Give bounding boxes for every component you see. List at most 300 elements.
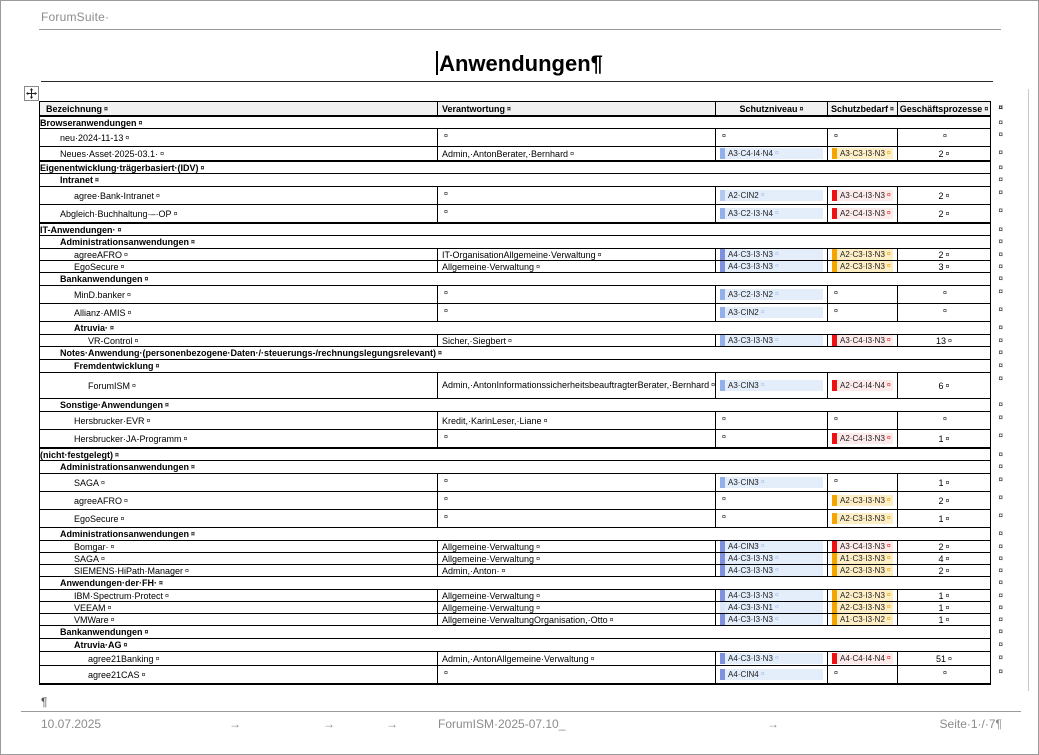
tab-mark: → [323,717,335,731]
schutzbedarf-chip [832,261,893,272]
section-cell[interactable] [40,639,990,651]
table-row[interactable] [40,491,1003,509]
column-header-label: Schutzniveau ¤ [739,103,804,114]
cell-end-mark: ¤ [156,192,160,200]
cell-schutzbedarf[interactable] [827,335,897,346]
cell-geschaeftsprozesse[interactable] [897,249,990,260]
row-end-mark: ¤ [998,475,1003,484]
cell-end-mark: ¤ [183,435,188,443]
cell-end-mark: ¤ [834,290,838,297]
table-row[interactable] [40,186,1003,204]
column-header-schutzbedarf[interactable] [827,102,897,115]
application-name: agree21CAS ¤ [88,669,146,680]
table-row[interactable] [40,552,1003,564]
section-cell[interactable] [40,347,990,359]
cell-geschaeftsprozesse[interactable] [897,492,990,509]
section-cell[interactable] [40,224,990,235]
table-row[interactable] [40,540,1003,552]
schutzbedarf-value: A2·C3·I3·N3 ¤ [840,262,891,271]
section-cell[interactable] [40,399,990,411]
schutzniveau-value: A3·CIN2 ¤ [728,308,765,317]
applications-table[interactable] [39,101,1003,685]
cell-verantwortung[interactable] [437,187,715,204]
cell-verantwortung[interactable] [437,430,715,447]
cell-bezeichnung[interactable] [40,541,437,552]
table-row[interactable] [40,411,1003,429]
cell-end-mark: ¤ [886,567,891,574]
cell-end-mark: ¤ [159,580,163,587]
table-row[interactable] [40,204,1003,222]
cell-verantwortung[interactable] [437,541,715,552]
cell-schutzbedarf[interactable] [827,261,897,272]
cell-bezeichnung[interactable] [40,510,437,527]
schutzbedarf-value: A3·C4·I3·N3 ¤ [840,542,891,551]
cell-schutzniveau[interactable] [715,666,827,683]
cell-geschaeftsprozesse[interactable] [897,129,990,146]
cell-end-mark: ¤ [127,309,132,317]
cell-geschaeftsprozesse[interactable] [897,261,990,272]
cell-schutzniveau[interactable] [715,553,827,564]
cell-end-mark: ¤ [886,210,891,217]
row-end-mark: ¤ [998,305,1003,314]
schutzniveau-chip [720,249,823,260]
schutzbedarf-chip [832,602,893,613]
cell-schutzniveau[interactable] [715,129,827,146]
section-cell[interactable] [40,449,990,460]
responsible-names: Allgemeine·Verwaltung ¤ [442,553,540,564]
cell-end-mark: ¤ [173,210,178,218]
schutzniveau-value: A4·C3·I3·N3 ¤ [728,554,779,563]
section-cell[interactable] [40,360,990,372]
table-row[interactable] [40,473,1003,491]
cell-end-mark: ¤ [834,670,838,677]
cell-schutzniveau[interactable] [715,510,827,527]
section-row[interactable] [40,398,1003,411]
cell-schutzbedarf[interactable] [827,430,897,447]
cell-schutzniveau[interactable] [715,590,827,601]
responsible-names: Kredit,·KarinLeser,·Liane ¤ [442,415,548,426]
schutzniveau-value: A4·C3·I3·N3 ¤ [728,591,779,600]
table-row[interactable] [40,665,1003,683]
row-end-mark: ¤ [998,206,1003,215]
section-cell[interactable] [40,577,990,589]
cell-bezeichnung[interactable] [40,129,437,146]
cell-end-mark: ¤ [120,515,125,523]
cell-schutzbedarf[interactable] [827,474,897,491]
cell-schutzbedarf[interactable] [827,510,897,527]
schutzbedarf-chip [832,208,893,219]
section-row[interactable] [40,359,1003,372]
process-count: 3 ¤ [938,261,950,272]
cell-verantwortung[interactable] [437,373,715,398]
cell-end-mark: ¤ [590,655,595,663]
cell-schutzbedarf[interactable] [827,602,897,613]
schutzbedarf-chip [832,495,893,506]
cell-end-mark: ¤ [110,543,115,551]
header-rule [39,29,1001,30]
page-title[interactable]: Anwendungen¶ [439,51,603,76]
process-count: 4 ¤ [938,553,950,564]
cell-geschaeftsprozesse[interactable] [897,565,990,576]
cell-verantwortung[interactable] [437,249,715,260]
cell-end-mark: ¤ [886,251,891,258]
application-name: SAGA ¤ [74,477,105,488]
process-count: 2 ¤ [938,190,950,201]
section-cell[interactable] [40,117,990,128]
cell-schutzbedarf[interactable] [827,412,897,429]
cell-schutzniveau[interactable] [715,412,827,429]
cell-end-mark: ¤ [774,337,779,344]
schutzbedarf-chip [832,614,893,625]
cell-schutzbedarf[interactable] [827,541,897,552]
cell-verantwortung[interactable] [437,553,715,564]
section-row[interactable] [40,115,1003,128]
section-cell[interactable] [40,322,990,334]
column-header-verantwortung[interactable] [437,102,715,115]
cell-end-mark: ¤ [444,133,448,140]
cell-end-mark: ¤ [200,164,205,172]
cell-verantwortung[interactable] [437,474,715,491]
cell-schutzniveau[interactable] [715,652,827,665]
section-row[interactable] [40,346,1003,359]
row-end-mark: ¤ [998,431,1003,440]
section-row[interactable] [40,460,1003,473]
cell-verantwortung[interactable] [437,652,715,665]
section-row[interactable] [40,235,1003,248]
cell-verantwortung[interactable] [437,590,715,601]
process-count: 2 ¤ [938,249,950,260]
section-cell[interactable] [40,461,990,473]
row-end-mark: ¤ [998,542,1003,551]
cell-bezeichnung[interactable] [40,553,437,564]
cell-end-mark: ¤ [945,567,950,575]
cell-end-mark: ¤ [834,478,838,485]
cell-schutzbedarf[interactable] [827,652,897,665]
table-row[interactable] [40,334,1003,346]
table-row[interactable] [40,613,1003,625]
cell-schutzbedarf[interactable] [827,373,897,398]
tab-mark: → [229,717,241,731]
column-header-label: Geschäftsprozesse ¤ [899,103,989,114]
cell-verantwortung[interactable] [437,129,715,146]
cell-verantwortung[interactable] [437,205,715,222]
section-label: (nicht·festgelegt) ¤ [40,449,119,460]
cell-end-mark: ¤ [834,308,838,315]
table-row[interactable] [40,564,1003,576]
application-name: Allianz·AMIS ¤ [74,307,132,318]
cell-geschaeftsprozesse[interactable] [897,147,990,160]
cell-bezeichnung[interactable] [40,666,437,683]
cell-verantwortung[interactable] [437,147,715,160]
schutzniveau-chip [720,208,823,219]
schutzniveau-chip [720,614,823,625]
cell-end-mark: ¤ [444,496,448,503]
cell-verantwortung[interactable] [437,304,715,321]
schutzbedarf-chip [832,553,893,564]
cell-end-mark: ¤ [945,604,950,612]
cell-end-mark: ¤ [886,192,891,199]
cell-end-mark: ¤ [774,291,779,298]
cell-verantwortung[interactable] [437,666,715,683]
section-row[interactable] [40,272,1003,285]
application-name: Hersbrucker·EVR ¤ [74,415,151,426]
cell-verantwortung[interactable] [437,286,715,303]
cell-schutzbedarf[interactable] [827,590,897,601]
section-row[interactable] [40,447,1003,460]
cell-schutzniveau[interactable] [715,541,827,552]
cell-bezeichnung[interactable] [40,474,437,491]
cell-geschaeftsprozesse[interactable] [897,205,990,222]
cell-schutzbedarf[interactable] [827,286,897,303]
cell-schutzbedarf[interactable] [827,565,897,576]
application-name: VEEAM ¤ [74,602,112,613]
cell-schutzniveau[interactable] [715,492,827,509]
application-name: EgoSecure ¤ [74,261,125,272]
cell-end-mark: ¤ [120,263,125,271]
cell-schutzniveau[interactable] [715,614,827,625]
cell-verantwortung[interactable] [437,335,715,346]
cell-geschaeftsprozesse[interactable] [897,373,990,398]
schutzniveau-value: A4·CIN4 ¤ [728,670,765,679]
table-row[interactable] [40,285,1003,303]
column-header-bezeichnung[interactable] [40,102,437,115]
cell-schutzniveau[interactable] [715,187,827,204]
cell-end-mark: ¤ [444,290,448,297]
section-row[interactable] [40,222,1003,235]
cell-geschaeftsprozesse[interactable] [897,304,990,321]
cell-schutzbedarf[interactable] [827,666,897,683]
cell-verantwortung[interactable] [437,412,715,429]
table-row[interactable] [40,429,1003,447]
cell-bezeichnung[interactable] [40,492,437,509]
cell-end-mark: ¤ [886,435,891,442]
cell-schutzbedarf[interactable] [827,614,897,625]
cell-end-mark: ¤ [886,382,891,389]
row-end-mark: ¤ [998,640,1003,649]
row-end-mark: ¤ [998,627,1003,636]
cell-geschaeftsprozesse[interactable] [897,412,990,429]
application-name: agreeAFRO ¤ [74,495,128,506]
cell-geschaeftsprozesse[interactable] [897,666,990,683]
cell-end-mark: ¤ [141,671,146,679]
cell-schutzniveau[interactable] [715,565,827,576]
schutzniveau-value: A4·C3·I3·N3 ¤ [728,262,779,271]
tab-mark: → [386,717,398,731]
table-row[interactable] [40,303,1003,321]
section-row[interactable] [40,625,1003,638]
cell-end-mark: ¤ [609,616,614,624]
cell-end-mark: ¤ [110,616,115,624]
cell-schutzniveau[interactable] [715,205,827,222]
section-cell[interactable] [40,174,990,186]
section-row[interactable] [40,576,1003,589]
cell-geschaeftsprozesse[interactable] [897,602,990,613]
cell-bezeichnung[interactable] [40,249,437,260]
process-count: 1 ¤ [938,477,950,488]
table-row[interactable] [40,651,1003,665]
table-row[interactable] [40,509,1003,527]
title-underline [41,81,993,82]
cell-schutzbedarf[interactable] [827,205,897,222]
cell-end-mark: ¤ [760,671,765,678]
cell-end-mark: ¤ [711,381,715,389]
cell-end-mark: ¤ [444,434,448,441]
cell-bezeichnung[interactable] [40,205,437,222]
cell-geschaeftsprozesse[interactable] [897,286,990,303]
process-count: 2 ¤ [938,541,950,552]
column-header-label: Verantwortung ¤ [442,103,511,114]
cell-schutzbedarf[interactable] [827,492,897,509]
application-name: agree21Banking ¤ [88,653,160,664]
schutzniveau-value: A4·CIN3 ¤ [728,542,765,551]
cell-end-mark: ¤ [536,543,540,551]
cell-verantwortung[interactable] [437,510,715,527]
section-cell[interactable] [40,626,990,638]
cell-end-mark: ¤ [191,239,195,246]
section-cell[interactable] [40,236,990,248]
cell-schutzniveau[interactable] [715,249,827,260]
cell-bezeichnung[interactable] [40,614,437,625]
process-count: 1 ¤ [938,513,950,524]
section-cell[interactable] [40,162,990,173]
cell-verantwortung[interactable] [437,602,715,613]
responsible-names: Allgemeine·Verwaltung ¤ [442,602,540,613]
cell-bezeichnung[interactable] [40,373,437,398]
row-end-mark: ¤ [998,511,1003,520]
cell-schutzniveau[interactable] [715,373,827,398]
cell-verantwortung[interactable] [437,492,715,509]
cell-schutzniveau[interactable] [715,602,827,613]
move-cross-icon [26,88,37,99]
cell-bezeichnung[interactable] [40,565,437,576]
cell-end-mark: ¤ [945,497,950,505]
title-area[interactable] [1,51,1038,77]
schutzbedarf-value: A1·C3·I3·N2 ¤ [840,615,891,624]
cell-geschaeftsprozesse[interactable] [897,430,990,447]
cell-bezeichnung[interactable] [40,286,437,303]
section-label: Atruvia· ¤ [74,323,114,333]
schutzniveau-value: A3·CIN3 ¤ [728,478,765,487]
responsible-names: Allgemeine·Verwaltung ¤ [442,590,540,601]
cell-bezeichnung[interactable] [40,412,437,429]
cell-verantwortung[interactable] [437,261,715,272]
cell-bezeichnung[interactable] [40,187,437,204]
page-footer [1,717,1038,737]
cell-bezeichnung[interactable] [40,304,437,321]
table-row[interactable] [40,128,1003,146]
section-cell[interactable] [40,273,990,285]
cell-schutzbedarf[interactable] [827,147,897,160]
cell-geschaeftsprozesse[interactable] [897,474,990,491]
cell-end-mark: ¤ [95,177,99,184]
section-cell[interactable] [40,528,990,540]
schutzniveau-chip [720,477,823,488]
responsible-names: Admin,·AntonAllgemeine·Verwaltung ¤ [442,653,595,664]
cell-geschaeftsprozesse[interactable] [897,553,990,564]
table-row[interactable] [40,248,1003,260]
cell-bezeichnung[interactable] [40,430,437,447]
cell-end-mark: ¤ [125,134,130,142]
cell-end-mark: ¤ [536,555,540,563]
table-move-handle[interactable] [24,86,39,101]
table-row[interactable] [40,146,1003,160]
cell-end-mark: ¤ [945,479,950,487]
cell-geschaeftsprozesse[interactable] [897,510,990,527]
cell-end-mark: ¤ [834,133,838,140]
cell-geschaeftsprozesse[interactable] [897,335,990,346]
cell-geschaeftsprozesse[interactable] [897,590,990,601]
cell-geschaeftsprozesse[interactable] [897,652,990,665]
section-row[interactable] [40,527,1003,540]
cell-schutzbedarf[interactable] [827,249,897,260]
section-row[interactable] [40,321,1003,334]
cell-schutzniveau[interactable] [715,261,827,272]
cell-schutzniveau[interactable] [715,304,827,321]
cell-schutzbedarf[interactable] [827,187,897,204]
cell-schutzniveau[interactable] [715,474,827,491]
cell-schutzniveau[interactable] [715,147,827,160]
cell-end-mark: ¤ [444,514,448,521]
section-row[interactable] [40,160,1003,173]
row-end-mark: ¤ [998,578,1003,587]
cell-schutzniveau[interactable] [715,286,827,303]
cell-verantwortung[interactable] [437,614,715,625]
cell-bezeichnung[interactable] [40,261,437,272]
cell-bezeichnung[interactable] [40,590,437,601]
schutzniveau-value: A4·C3·I3·N1 ¤ [728,603,779,612]
column-header-geschaeftsprozesse[interactable] [897,102,990,115]
cell-geschaeftsprozesse[interactable] [897,614,990,625]
process-count: 6 ¤ [938,380,950,391]
cell-schutzniveau[interactable] [715,335,827,346]
cell-schutzbedarf[interactable] [827,553,897,564]
row-end-mark: ¤ [998,462,1003,471]
cell-schutzbedarf[interactable] [827,129,897,146]
cell-end-mark: ¤ [948,337,952,345]
row-end-mark: ¤ [998,274,1003,283]
cell-end-mark: ¤ [722,514,726,521]
table-row[interactable] [40,589,1003,601]
cell-end-mark: ¤ [774,592,779,599]
column-header-schutzniveau[interactable] [715,102,827,115]
cell-bezeichnung[interactable] [40,602,437,613]
cell-schutzbedarf[interactable] [827,304,897,321]
cell-geschaeftsprozesse[interactable] [897,541,990,552]
cell-bezeichnung[interactable] [40,652,437,665]
table-row[interactable] [40,260,1003,272]
cell-end-mark: ¤ [722,133,726,140]
cell-end-mark: ¤ [134,337,139,345]
schutzniveau-chip [720,602,823,613]
schutzniveau-value: A3·C3·I3·N3 ¤ [728,336,779,345]
section-label: Anwendungen·der·FH· ¤ [60,578,163,588]
cell-schutzniveau[interactable] [715,430,827,447]
cell-verantwortung[interactable] [437,565,715,576]
cell-end-mark: ¤ [543,417,548,425]
table-row[interactable] [40,372,1003,398]
process-count: 1 ¤ [938,433,950,444]
cell-bezeichnung[interactable] [40,335,437,346]
row-end-mark: ¤ [998,148,1003,157]
section-row[interactable] [40,638,1003,651]
cell-geschaeftsprozesse[interactable] [897,187,990,204]
schutzbedarf-chip [832,433,893,444]
section-row[interactable] [40,173,1003,186]
table-row[interactable] [40,601,1003,613]
cell-end-mark: ¤ [127,291,131,299]
cell-bezeichnung[interactable] [40,147,437,160]
cell-end-mark: ¤ [945,555,950,563]
